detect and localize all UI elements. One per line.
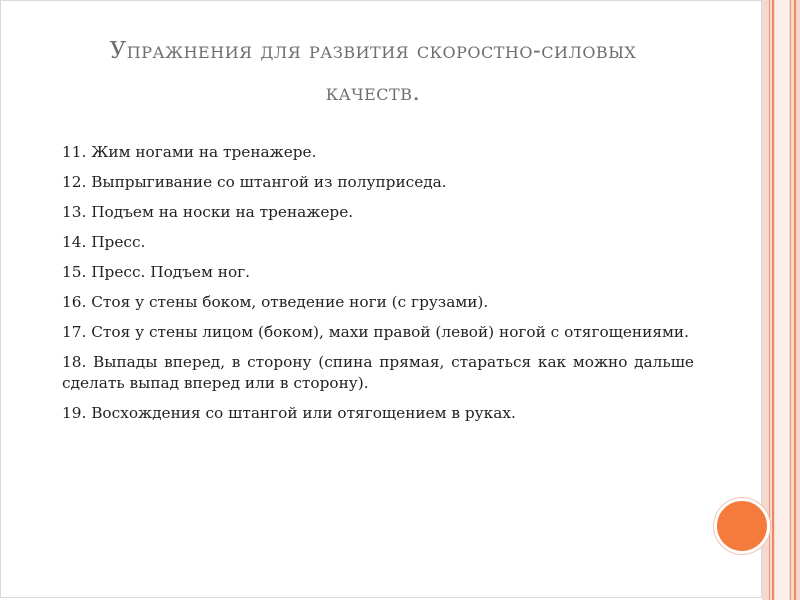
decorative-stripe-line (790, 0, 791, 600)
decorative-stripe-line (794, 0, 796, 600)
list-item: 19. Восхождения со штангой или отягощением в руках. (62, 404, 516, 422)
list-item: 13. Подъем на носки на тренажере. (62, 203, 354, 221)
list-item: 15. Пресс. Подъем ног. (62, 263, 251, 281)
list-item: 16. Стоя у стены боком, отведение ноги (с грузами). (62, 293, 489, 311)
list-item: 11. Жим ногами на тренажере. (62, 143, 317, 161)
decorative-stripe-line (772, 0, 774, 600)
exercise-list (62, 142, 694, 433)
decorative-stripe-highlight (775, 0, 789, 600)
list-item: 17. Стоя у стены лицом (боком), махи правой (левой) ногой с отягощениями. (62, 323, 689, 341)
slide-title: Упражнения для развития скоростно-силовых качеств. (109, 38, 637, 106)
decorative-stripe-line (769, 0, 770, 600)
list-item: 18. Выпады вперед, в сторону (спина прямая, стараться как можно дальше сделать выпад вперед или в сторону). (62, 353, 694, 392)
list-item: 12. Выпрыгивание со штангой из полуприседа. (62, 173, 447, 191)
decorative-orange-circle (714, 498, 770, 554)
list-item: 14. Пресс. (62, 233, 146, 251)
